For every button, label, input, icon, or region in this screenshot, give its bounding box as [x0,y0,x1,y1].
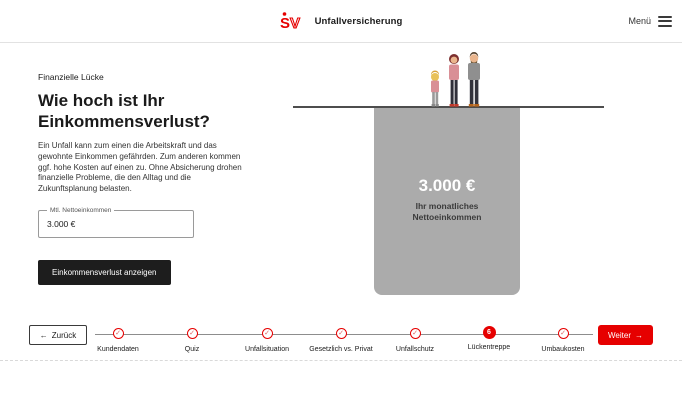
svg-text:V: V [289,15,300,31]
net-income-fieldset [38,207,194,238]
step-done-circle [558,328,569,339]
dashed-separator [0,360,682,361]
income-gap-block [374,108,520,295]
check-icon: ✓ [560,330,566,337]
step-unfallschutz[interactable]: ✓ Unfallschutz [395,330,435,353]
hamburger-icon [658,16,672,27]
check-icon: ✓ [115,330,121,337]
menu-button[interactable] [628,0,672,42]
question-heading: Wie hoch ist Ihr Einkommensverlust? [38,91,210,131]
step-number: 6 [487,329,491,336]
net-income-label: Mtl. Nettoeinkommen [50,207,112,215]
step-kundendaten[interactable]: ✓ Kundendaten [97,330,139,353]
show-income-loss-button[interactable]: Einkommensverlust anzeigen [38,260,171,285]
check-icon: ✓ [412,330,418,337]
woman-figure [449,54,459,107]
svg-text:S: S [279,15,290,31]
step-done-circle [262,328,273,339]
family-illustration [424,52,489,107]
step-done-circle [336,328,347,339]
step-current-circle [483,326,496,339]
child-figure [431,71,439,107]
step-lueckentreppe-current[interactable]: 6 Lückentreppe [444,326,534,351]
question-description: Ein Unfall kann zum einen die Arbeitskraft und das gewohnte Einkommen gefährden. Zum anderen kommen ggf. hohe Kosten auf einen zu. Ohne Absicherung drohen finanzielle Probleme, die den Alltag und die Zukunftsplanung belasten. [38,141,242,193]
income-amount: 3.000 € [418,176,476,195]
back-button[interactable]: ← Zurück [29,325,87,345]
next-button[interactable]: Weiter → [598,325,653,345]
header-brand [0,0,682,42]
step-quiz[interactable]: ✓ Quiz [184,330,200,353]
step-unfallsituation[interactable]: ✓ Unfallsituation [245,330,289,353]
step-gesetzlich-vs-privat[interactable]: ✓ Gesetzlich vs. Privat [309,330,373,353]
net-income-input[interactable] [47,218,185,231]
sv-logo-icon [280,11,306,31]
check-icon: ✓ [338,330,344,337]
check-icon: ✓ [264,330,270,337]
arrow-left-icon: ← [39,330,48,340]
header [0,0,682,43]
question-panel [38,72,250,285]
step-done-circle [410,328,421,339]
step-umbaukosten[interactable]: ✓ Umbaukosten [541,330,585,353]
income-caption: Ihr monatliches Nettoeinkommen [412,201,482,223]
step-done-circle [187,328,198,339]
section-eyebrow: Finanzielle Lücke [38,72,104,82]
man-figure [468,52,480,107]
menu-label: Menü [628,16,651,26]
check-icon: ✓ [189,330,195,337]
arrow-right-icon: → [634,330,643,340]
step-done-circle [113,328,124,339]
page-title: Unfallversicherung [314,15,403,27]
